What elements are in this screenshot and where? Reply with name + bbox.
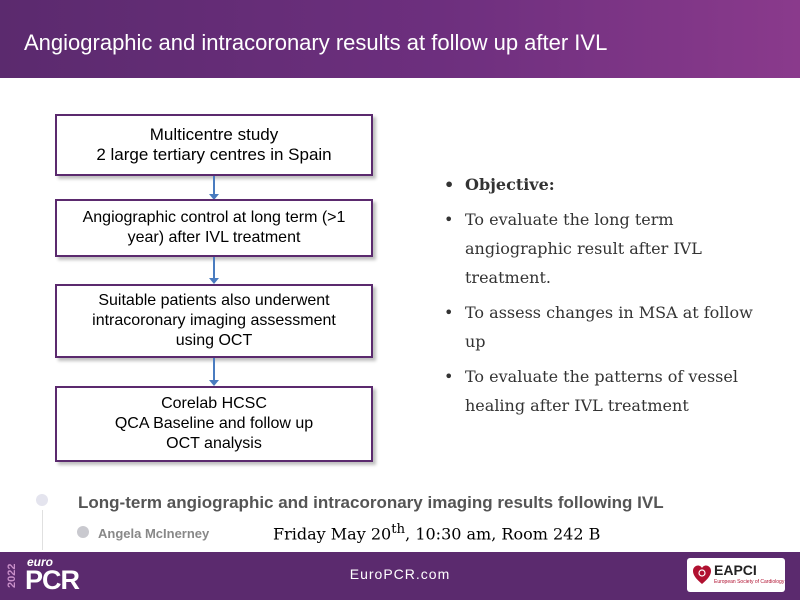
flow-box-angiographic-control xyxy=(55,199,373,257)
eapci-subtitle: European Society of Cardiology xyxy=(714,579,785,585)
bullet-item xyxy=(440,170,770,199)
event-year: 2022 xyxy=(6,563,18,589)
heart-icon xyxy=(692,564,712,586)
flow-box-study xyxy=(55,114,373,176)
session-time-room: , 10:30 am, Room 242 B xyxy=(405,524,601,544)
bullet-dot-icon: • xyxy=(444,175,455,194)
speaker-name: Angela McInerney xyxy=(98,526,210,541)
bullet-dot-icon: • xyxy=(444,367,454,386)
flow-box-corelab xyxy=(55,386,373,462)
speaker-avatar-icon xyxy=(77,526,89,538)
flow-arrow-down-icon xyxy=(213,358,215,380)
europcr-logo: PCR xyxy=(25,565,80,595)
bullet-text: To evaluate the long term angiographic result after IVL treatment. xyxy=(465,210,702,287)
bullet-item xyxy=(440,362,770,420)
session-date-suffix: th xyxy=(391,522,406,537)
bullet-item xyxy=(440,205,770,292)
timeline-dot-icon xyxy=(36,494,48,506)
flow-arrow-down-icon xyxy=(213,257,215,278)
bullet-text: To evaluate the patterns of vessel healing after IVL treatment xyxy=(465,367,738,415)
bullet-text: To assess changes in MSA at follow up xyxy=(465,303,753,351)
flow-box-corelab-line-3: OCT analysis xyxy=(166,435,262,452)
flow-box-study-line-2: 2 large tertiary centres in Spain xyxy=(96,145,332,164)
flow-box-angiographic-line-1: Angiographic control at long term (>1 xyxy=(82,209,346,226)
bullet-dot-icon: • xyxy=(444,303,454,322)
bullet-item xyxy=(440,298,770,356)
flow-arrow-down-icon xyxy=(213,176,215,194)
bullet-text: Objective: xyxy=(465,175,555,194)
flow-box-imaging-line-1: Suitable patients also underwent xyxy=(98,292,330,309)
europcr-logo-prefix: euro xyxy=(27,555,54,569)
flow-box-study-line-1: Multicentre study xyxy=(149,125,279,144)
eapci-name: EAPCI xyxy=(714,562,757,578)
flow-box-imaging-line-2: intracoronary imaging assessment xyxy=(92,312,336,329)
bullet-dot-icon: • xyxy=(444,210,454,229)
timeline-line xyxy=(42,510,43,550)
flow-box-imaging xyxy=(55,284,373,358)
session-datetime xyxy=(273,522,600,543)
flow-box-angiographic-line-2: year) after IVL treatment xyxy=(127,229,301,246)
session-date: Friday May 20 xyxy=(273,524,392,544)
objectives-list xyxy=(440,170,770,426)
footer-url: EuroPCR.com xyxy=(349,566,451,582)
eapci-logo xyxy=(687,558,785,592)
flow-box-corelab-line-1: Corelab HCSC xyxy=(161,395,267,412)
flow-box-imaging-line-3: using OCT xyxy=(175,332,253,349)
session-title: Long-term angiographic and intracoronary imaging results following IVL xyxy=(78,493,664,512)
flow-box-corelab-line-2: QCA Baseline and follow up xyxy=(114,415,314,432)
slide-title: Angiographic and intracoronary results at follow up after IVL xyxy=(24,30,608,55)
